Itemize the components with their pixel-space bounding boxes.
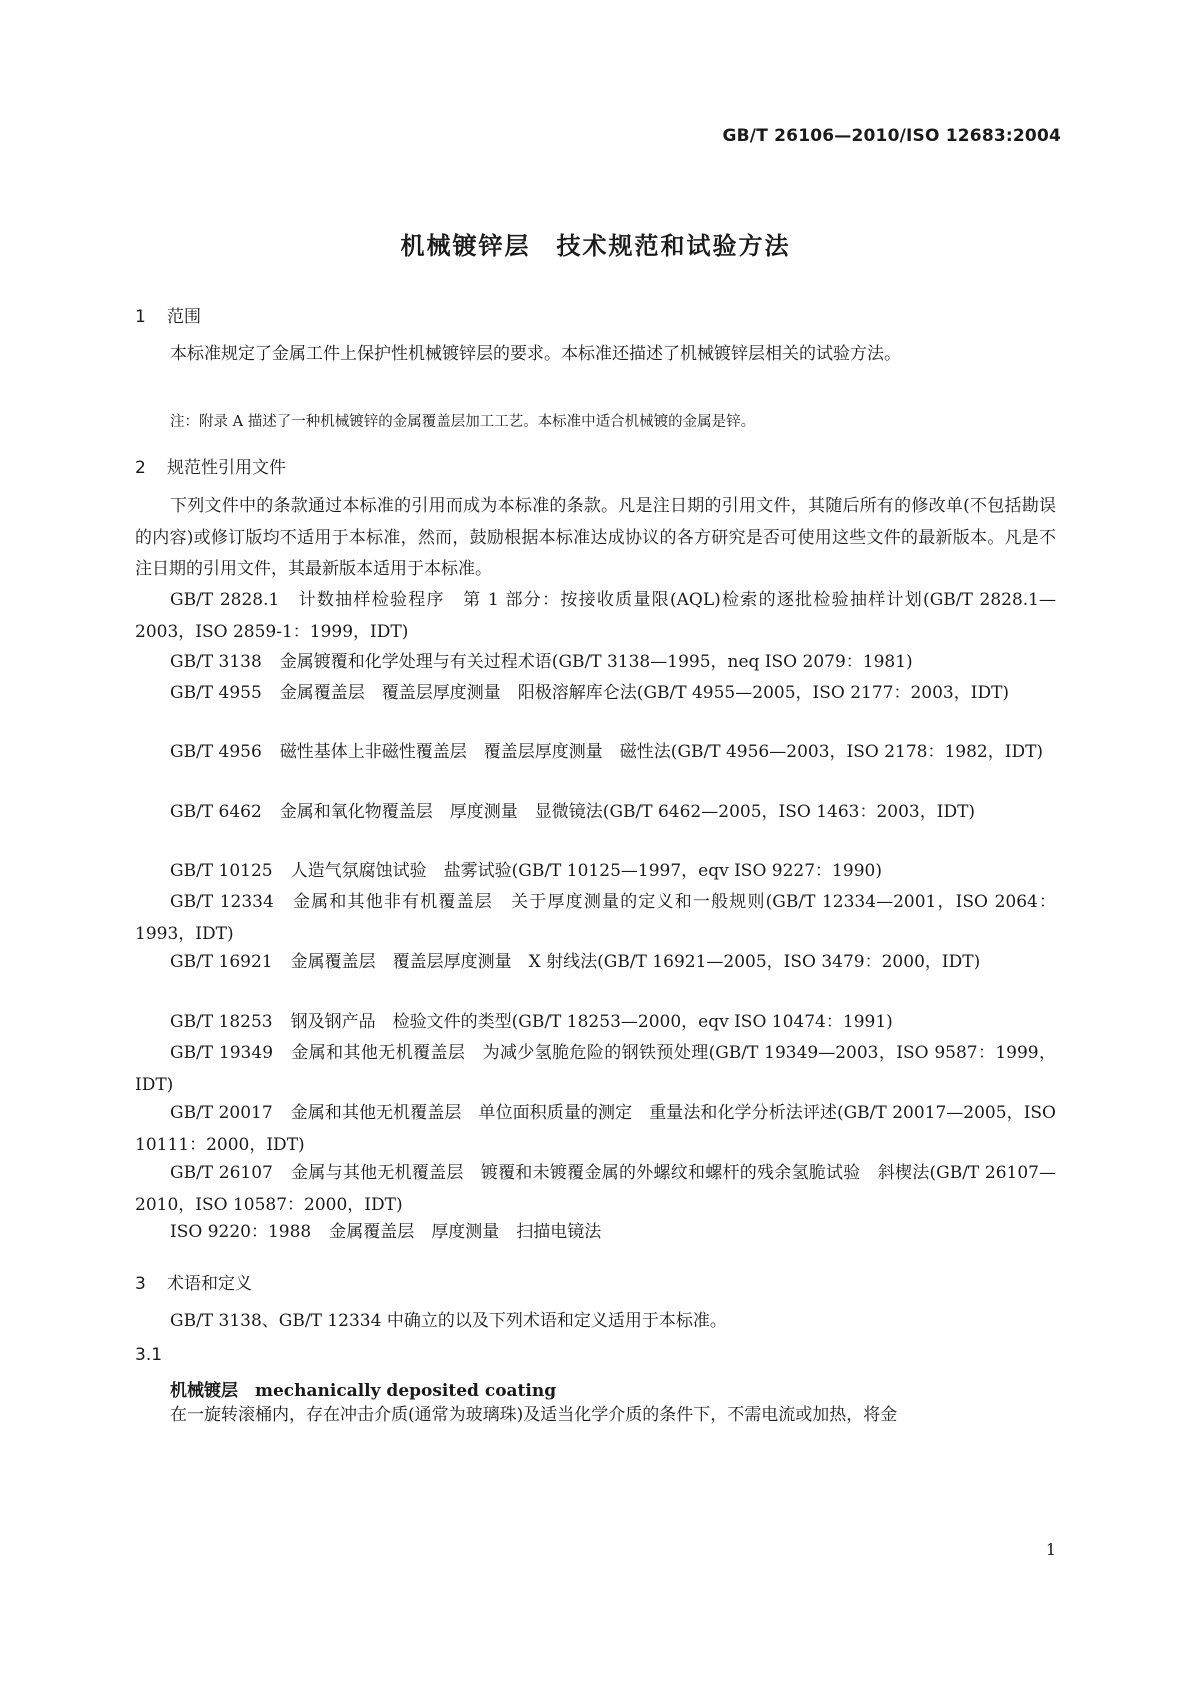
reference-text: 金属镀覆和化学处理与有关过程术语(GB/T 3138—1995，neq ISO 2079：1981) [279, 652, 913, 672]
reference-item [135, 678, 1056, 710]
reference-code: GB/T 12334 [170, 892, 274, 912]
reference-text: 磁性基体上非磁性覆盖层 覆盖层厚度测量 磁性法(GB/T 4956—2003，ISO 2178：1982，IDT) [279, 742, 1044, 762]
reference-code: GB/T 10125 [170, 861, 273, 881]
reference-item [135, 797, 1056, 829]
term-number: 3.1 [135, 1345, 163, 1365]
reference-text: 金属覆盖层 覆盖层厚度测量 阳极溶解库仑法(GB/T 4955—2005，ISO 2177：2003，IDT) [279, 683, 1010, 703]
reference-item [135, 737, 1056, 769]
section-title: 范围 [167, 307, 201, 327]
reference-text: 金属和其他无机覆盖层 为减少氢脆危险的钢铁预处理(GB/T 19349—2003，ISO 9587：1999，IDT) [135, 1043, 1057, 1095]
section-title: 规范性引用文件 [167, 458, 286, 478]
reference-code: GB/T 3138 [170, 652, 262, 672]
reference-text: 金属和其他无机覆盖层 单位面积质量的测定 重量法和化学分析法评述(GB/T 20017—2005，ISO 10111：2000，IDT) [135, 1103, 1056, 1155]
reference-code: GB/T 4956 [170, 742, 262, 762]
reference-code: GB/T 6462 [170, 802, 262, 822]
section-1-heading [135, 302, 201, 327]
section-2-heading [135, 453, 286, 478]
reference-item [135, 1217, 1056, 1249]
standard-code: GB/T 26106—2010/ISO 12683:2004 [722, 126, 1061, 146]
reference-text: 金属和其他非有机覆盖层 关于厚度测量的定义和一般规则(GB/T 12334—2001，ISO 2064：1993，IDT) [135, 892, 1057, 944]
reference-code: ISO 9220：1988 [170, 1222, 312, 1242]
term-heading: 机械镀层 mechanically deposited coating [170, 1381, 557, 1401]
section-2-paragraph: 下列文件中的条款通过本标准的引用而成为本标准的条款。凡是注日期的引用文件，其随后所有的修改单(不包括勘误的内容)或修订版均不适用于本标准，然而，鼓励根据本标准达成协议的各方研究是否可使用这些文件的最新版本。凡是不注日期的引用文件，其最新版本适用于本标准。 [135, 496, 1056, 579]
section-number: 2 [135, 458, 146, 478]
reference-item [135, 647, 1056, 679]
reference-text: 计数抽样检验程序 第 1 部分：按接收质量限(AQL)检索的逐批检验抽样计划(GB/T 2828.1—2003，ISO 2859-1：1999，IDT) [135, 590, 1056, 642]
section-1-paragraph: 本标准规定了金属工件上保护性机械镀锌层的要求。本标准还描述了机械镀锌层相关的试验方法。 [170, 344, 901, 364]
reference-item [135, 947, 1056, 979]
section-title: 术语和定义 [167, 1274, 252, 1294]
document-title: 机械镀锌层 技术规范和试验方法 [400, 232, 791, 260]
reference-item [135, 887, 1056, 950]
reference-text: 金属覆盖层 厚度测量 扫描电镜法 [329, 1222, 602, 1242]
page-number: 1 [1045, 1540, 1056, 1559]
reference-code: GB/T 19349 [170, 1043, 274, 1063]
reference-item [135, 585, 1056, 648]
reference-code: GB/T 18253 [170, 1012, 273, 1032]
section-number: 3 [135, 1274, 146, 1294]
reference-text: 人造气氛腐蚀试验 盐雾试验(GB/T 10125—1997，eqv ISO 9227：1990) [290, 861, 882, 881]
section-3-heading [135, 1269, 252, 1294]
reference-code: GB/T 4955 [170, 683, 262, 703]
section-3-paragraph: GB/T 3138、GB/T 12334 中确立的以及下列术语和定义适用于本标准。 [170, 1311, 727, 1331]
reference-item [135, 1158, 1056, 1221]
reference-item [135, 1098, 1056, 1161]
reference-code: GB/T 16921 [170, 952, 273, 972]
reference-item [135, 1038, 1056, 1101]
reference-text: 金属和氧化物覆盖层 厚度测量 显微镜法(GB/T 6462—2005，ISO 1463：2003，IDT) [279, 802, 976, 822]
reference-code: GB/T 20017 [170, 1103, 273, 1123]
reference-text: 钢及钢产品 检验文件的类型(GB/T 18253—2000，eqv ISO 10474：1991) [290, 1012, 893, 1032]
reference-code: GB/T 26107 [170, 1163, 273, 1183]
reference-item [135, 856, 1056, 888]
reference-item [135, 1007, 1056, 1039]
section-1-note: 注：附录 A 描述了一种机械镀锌的金属覆盖层加工工艺。本标准中适合机械镀的金属是锌。 [170, 414, 756, 430]
reference-text: 金属覆盖层 覆盖层厚度测量 X 射线法(GB/T 16921—2005，ISO 3479：2000，IDT) [290, 952, 981, 972]
section-number: 1 [135, 307, 146, 327]
reference-code: GB/T 2828.1 [170, 590, 280, 610]
term-definition: 在一旋转滚桶内，存在冲击介质(通常为玻璃珠)及适当化学介质的条件下，不需电流或加热，将金 [170, 1405, 898, 1425]
reference-text: 金属与其他无机覆盖层 镀覆和未镀覆金属的外螺纹和螺杆的残余氢脆试验 斜楔法(GB/T 26107—2010，ISO 10587：2000，IDT) [135, 1163, 1057, 1215]
